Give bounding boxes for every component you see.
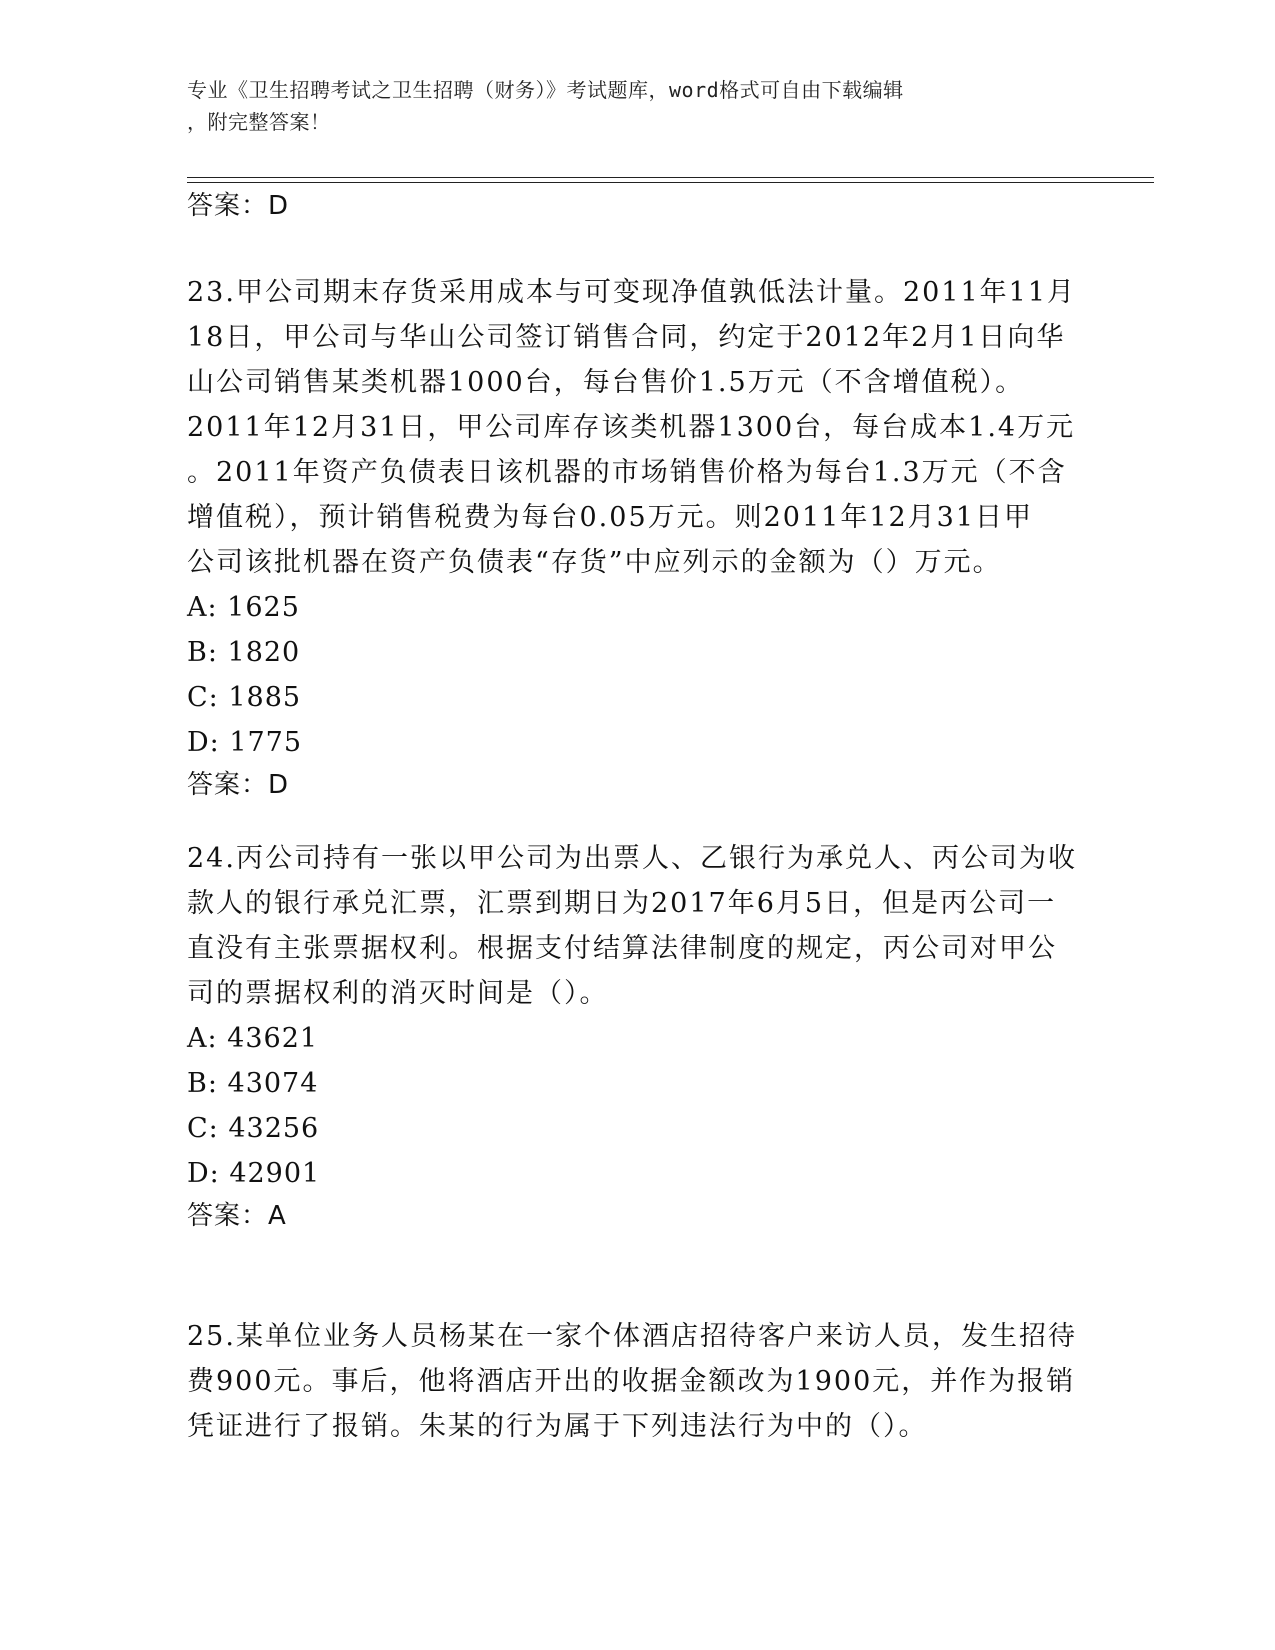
question-23-option-b: B: 1820 — [187, 637, 301, 668]
question-23-option-c: C: 1885 — [187, 682, 302, 713]
question-24-option-d: D: 42901 — [187, 1158, 321, 1189]
header-line-1: 专业《卫生招聘考试之卫生招聘（财务）》考试题库，word格式可自由下载编辑 — [187, 78, 904, 102]
header-line-2: ，附完整答案！ — [187, 110, 331, 134]
question-25 — [187, 1314, 1087, 1449]
header-divider-top — [187, 177, 1154, 178]
question-24-stem: 24.丙公司持有一张以甲公司为出票人、乙银行为承兑人、丙公司为收 款人的银行承兑汇票，汇票到期日为2017年6月5日，但是丙公司一 直没有主张票据权利。根据支付结算法律制度的规定，丙公司对甲公 司的票据权利的消灭时间是（）。 — [187, 843, 1077, 1009]
answer-block-22 — [187, 190, 1087, 222]
question-24-option-a: A: 43621 — [187, 1023, 319, 1054]
question-24-option-c: C: 43256 — [187, 1113, 320, 1144]
question-24 — [187, 836, 1087, 1232]
header-divider-bottom — [187, 182, 1154, 183]
answer-22: 答案：D — [187, 191, 290, 221]
question-24-option-b: B: 43074 — [187, 1068, 319, 1099]
question-23-option-d: D: 1775 — [187, 727, 303, 758]
answer-23: 答案：D — [187, 770, 290, 800]
question-23-stem: 23.甲公司期末存货采用成本与可变现净值孰低法计量。2011年11月 18日，甲公司与华山公司签订销售合同，约定于2012年2月1日向华 山公司销售某类机器1000台，每台售价1.5万元（不含增值税）。 2011年12月31日，甲公司库存该类机器1300台，每台成本1.4万元 。2011年资产负债表日该机器的市场销售价格为每台1.3万元（不含 增值税），预计销售税费为每台0.05万元。则2011年12月31日甲 公司该批机器在资产负债表“存货”中应列示的金额为（）万元。 — [187, 277, 1077, 578]
question-25-stem: 25.某单位业务人员杨某在一家个体酒店招待客户来访人员，发生招待 费900元。事后，他将酒店开出的收据金额改为1900元，并作为报销 凭证进行了报销。朱某的行为属于下列违法行为中的（）。 — [187, 1321, 1077, 1442]
answer-24: 答案：A — [187, 1201, 287, 1231]
document-header — [187, 74, 1087, 138]
question-23 — [187, 270, 1087, 801]
question-23-option-a: A: 1625 — [187, 592, 300, 623]
